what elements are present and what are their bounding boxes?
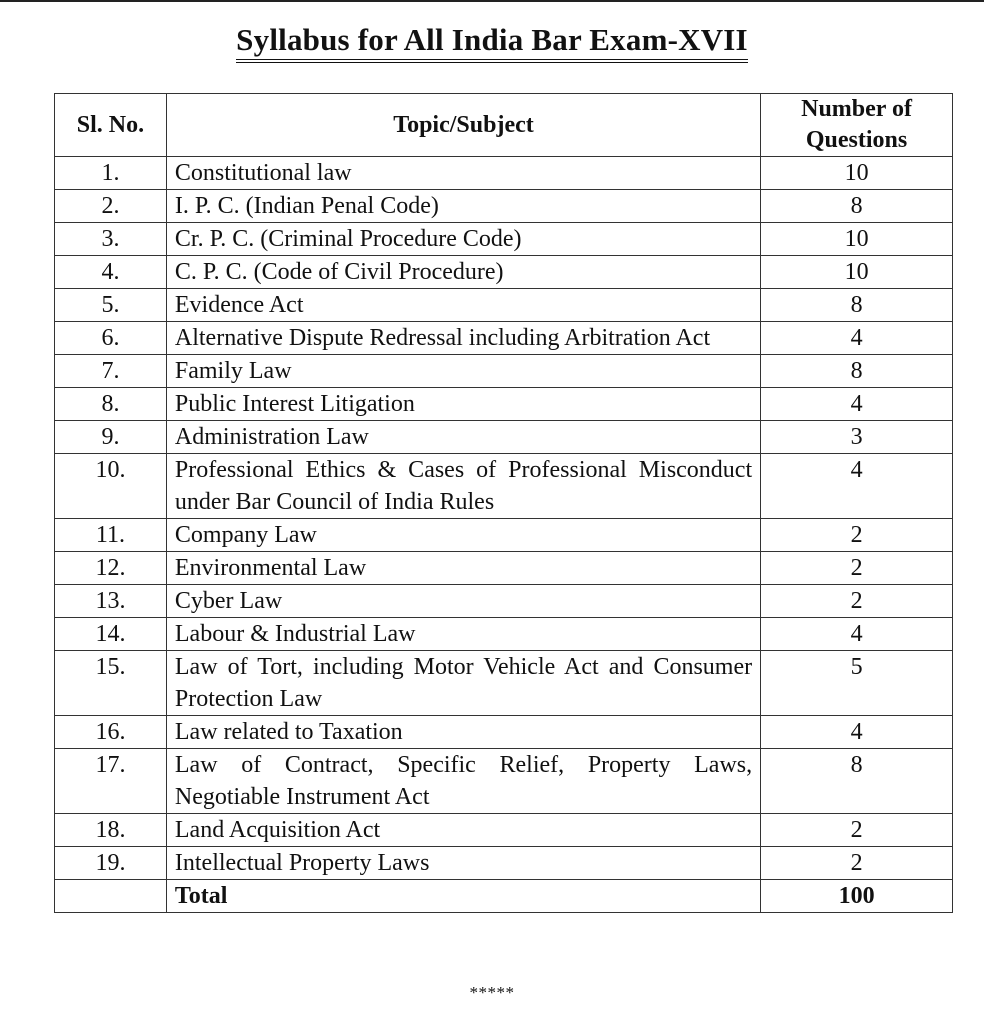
table-row: [55, 847, 953, 880]
row-topic: Professional Ethics & Cases of Professional Misconduct under Bar Council of India Rules: [166, 454, 760, 519]
row-questions: 2: [761, 552, 953, 585]
row-sl-no: 10.: [55, 454, 167, 519]
row-questions: 2: [761, 847, 953, 880]
syllabus-table: [54, 93, 953, 913]
table-row: [55, 585, 953, 618]
row-questions: 4: [761, 454, 953, 519]
table-row: [55, 355, 953, 388]
row-topic: Intellectual Property Laws: [166, 847, 760, 880]
row-sl-no: 5.: [55, 289, 167, 322]
table-row: [55, 519, 953, 552]
row-questions: 4: [761, 388, 953, 421]
row-sl-no: 18.: [55, 814, 167, 847]
row-questions: 10: [761, 157, 953, 190]
top-border-line: [0, 0, 984, 2]
table-row: [55, 256, 953, 289]
table-row: [55, 289, 953, 322]
row-questions: 8: [761, 289, 953, 322]
row-topic: Alternative Dispute Redressal including Arbitration Act: [166, 322, 760, 355]
row-sl-no: 16.: [55, 716, 167, 749]
row-questions: 8: [761, 190, 953, 223]
row-sl-no: 3.: [55, 223, 167, 256]
row-topic: Law of Contract, Specific Relief, Property Laws, Negotiable Instrument Act: [166, 749, 760, 814]
table-row: [55, 322, 953, 355]
row-sl-no: 14.: [55, 618, 167, 651]
table-row: [55, 618, 953, 651]
row-topic: Cyber Law: [166, 585, 760, 618]
total-sl-cell: [55, 880, 167, 913]
table-row: [55, 749, 953, 814]
row-questions: 8: [761, 749, 953, 814]
table-header: [55, 94, 953, 157]
row-questions: 2: [761, 814, 953, 847]
end-marker: *****: [469, 983, 515, 1002]
row-sl-no: 9.: [55, 421, 167, 454]
header-topic: Topic/Subject: [166, 94, 760, 157]
row-sl-no: 4.: [55, 256, 167, 289]
row-sl-no: 7.: [55, 355, 167, 388]
row-sl-no: 6.: [55, 322, 167, 355]
row-questions: 4: [761, 618, 953, 651]
row-sl-no: 17.: [55, 749, 167, 814]
row-topic: Family Law: [166, 355, 760, 388]
row-sl-no: 1.: [55, 157, 167, 190]
row-sl-no: 11.: [55, 519, 167, 552]
row-topic: I. P. C. (Indian Penal Code): [166, 190, 760, 223]
table-row: [55, 552, 953, 585]
row-topic: Administration Law: [166, 421, 760, 454]
total-value: 100: [761, 880, 953, 913]
row-sl-no: 12.: [55, 552, 167, 585]
table-row: [55, 223, 953, 256]
document-title: Syllabus for All India Bar Exam-XVII: [236, 23, 748, 63]
table-row: [55, 190, 953, 223]
document-title-block: [0, 22, 984, 63]
row-topic: Company Law: [166, 519, 760, 552]
table-row: [55, 716, 953, 749]
row-topic: Law related to Taxation: [166, 716, 760, 749]
row-topic: Public Interest Litigation: [166, 388, 760, 421]
row-sl-no: 8.: [55, 388, 167, 421]
row-topic: C. P. C. (Code of Civil Procedure): [166, 256, 760, 289]
table-row: [55, 814, 953, 847]
row-questions: 4: [761, 716, 953, 749]
row-questions: 2: [761, 519, 953, 552]
row-topic: Constitutional law: [166, 157, 760, 190]
table-row: [55, 454, 953, 519]
table-row: [55, 651, 953, 716]
row-topic: Law of Tort, including Motor Vehicle Act and Consumer Protection Law: [166, 651, 760, 716]
total-row: [55, 880, 953, 913]
header-row: [55, 94, 953, 157]
row-sl-no: 13.: [55, 585, 167, 618]
row-questions: 5: [761, 651, 953, 716]
row-topic: Environmental Law: [166, 552, 760, 585]
row-topic: Land Acquisition Act: [166, 814, 760, 847]
total-label: Total: [166, 880, 760, 913]
row-questions: 8: [761, 355, 953, 388]
row-topic: Labour & Industrial Law: [166, 618, 760, 651]
row-questions: 10: [761, 256, 953, 289]
table-body: [55, 157, 953, 880]
row-questions: 10: [761, 223, 953, 256]
row-questions: 2: [761, 585, 953, 618]
row-questions: 3: [761, 421, 953, 454]
row-sl-no: 2.: [55, 190, 167, 223]
row-sl-no: 15.: [55, 651, 167, 716]
row-sl-no: 19.: [55, 847, 167, 880]
row-questions: 4: [761, 322, 953, 355]
header-questions: Number of Questions: [761, 94, 953, 157]
row-topic: Cr. P. C. (Criminal Procedure Code): [166, 223, 760, 256]
table-row: [55, 157, 953, 190]
row-topic: Evidence Act: [166, 289, 760, 322]
header-sl-no: Sl. No.: [55, 94, 167, 157]
table-row: [55, 421, 953, 454]
table-footer: [55, 880, 953, 913]
table-row: [55, 388, 953, 421]
